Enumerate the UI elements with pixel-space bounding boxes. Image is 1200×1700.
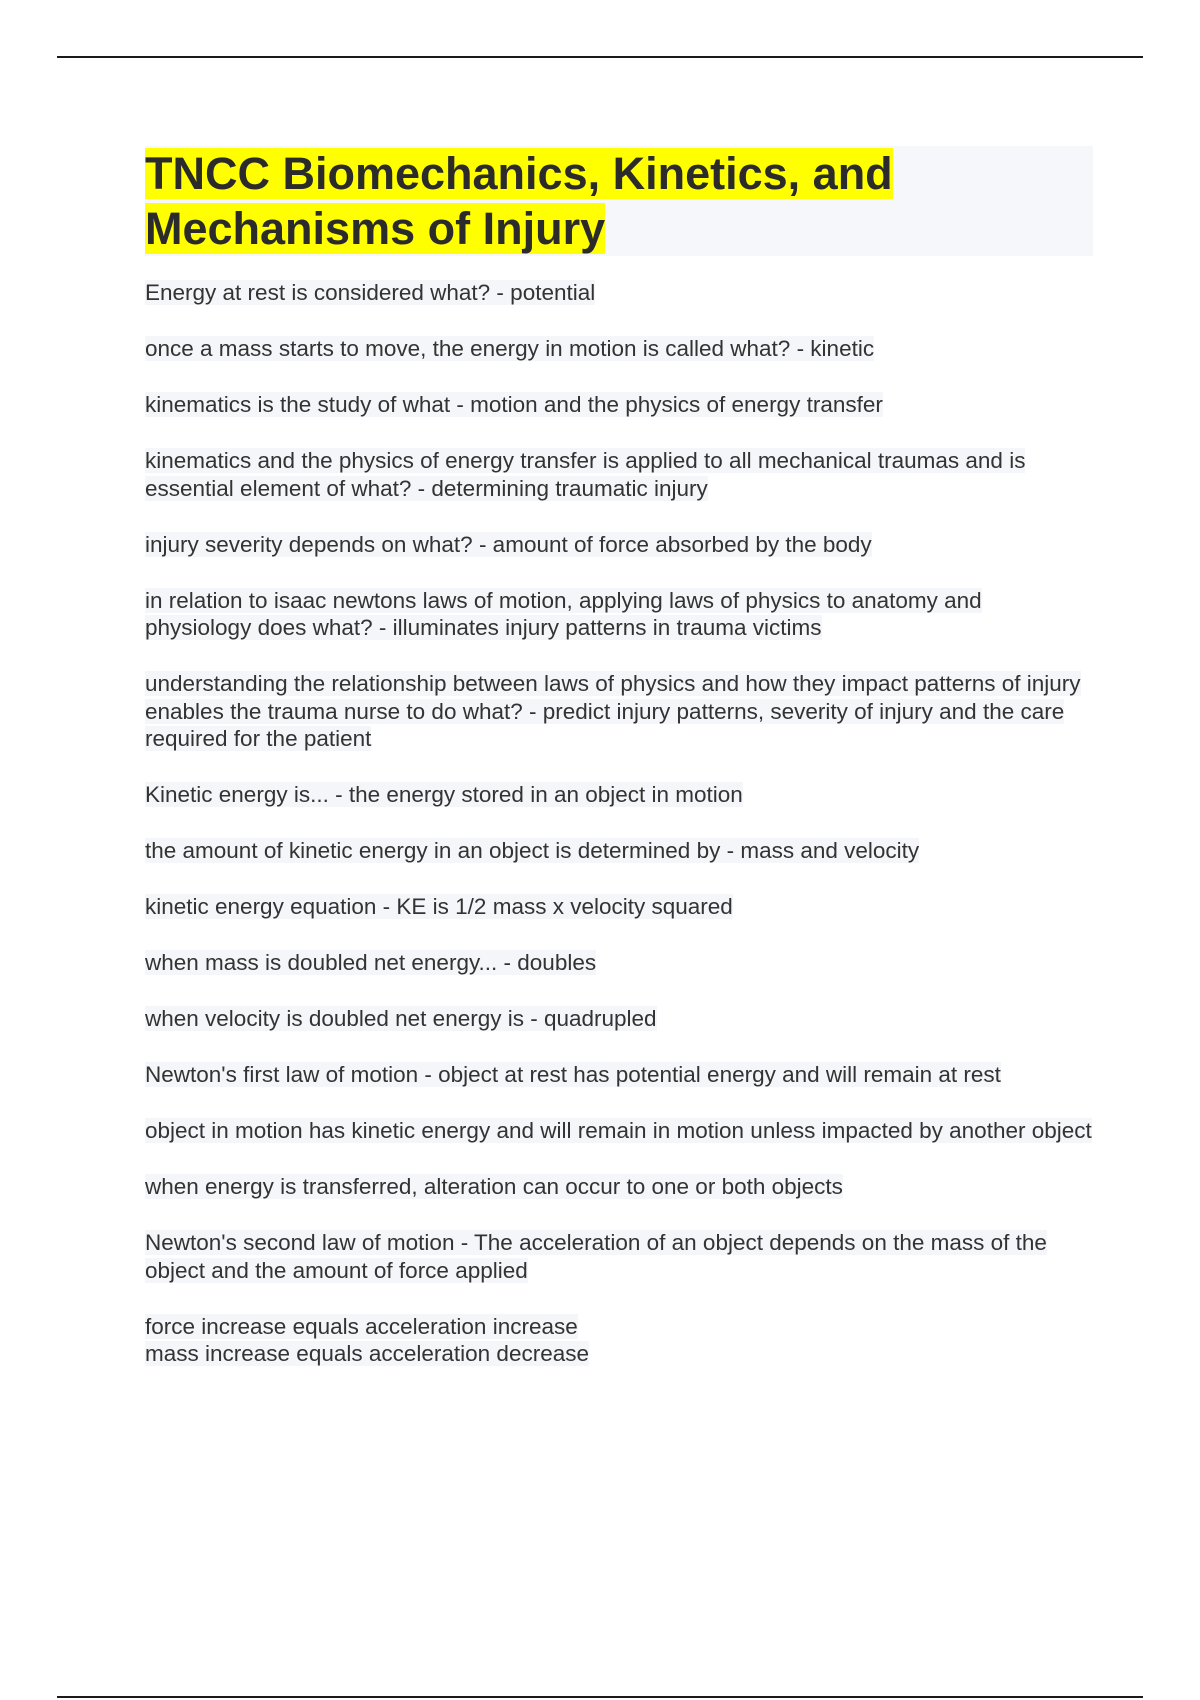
qa-item: injury severity depends on what? - amount of force absorbed by the body <box>145 531 872 557</box>
page-title <box>145 146 1093 256</box>
qa-list <box>145 279 1093 1368</box>
title-block <box>145 146 1093 256</box>
qa-item: object in motion has kinetic energy and will remain in motion unless impacted by another object <box>145 1118 1092 1143</box>
qa-item: when energy is transferred, alteration can occur to one or both objects <box>145 1174 843 1199</box>
title-line-2: Mechanisms of Injury <box>145 203 606 254</box>
qa-item: kinetic energy equation - KE is 1/2 mass x velocity squared <box>145 894 733 919</box>
qa-item: in relation to isaac newtons laws of motion, applying laws of physics to anatomy and physiology does what? - illuminates injury patterns in trauma victims <box>145 587 982 640</box>
top-rule <box>57 56 1143 58</box>
qa-item: once a mass starts to move, the energy in motion is called what? - kinetic <box>145 336 875 361</box>
qa-item: Kinetic energy is... - the energy stored in an object in motion <box>145 782 743 807</box>
qa-item: the amount of kinetic energy in an object is determined by - mass and velocity <box>145 838 920 863</box>
document-body <box>145 146 1093 1396</box>
qa-item: Energy at rest is considered what? - potential <box>145 280 596 305</box>
bottom-rule <box>57 1696 1143 1698</box>
qa-item: Newton's first law of motion - object at rest has potential energy and will remain at rest <box>145 1062 1001 1087</box>
qa-item: kinematics is the study of what - motion and the physics of energy transfer <box>145 392 883 417</box>
qa-item: Newton's second law of motion - The acceleration of an object depends on the mass of the object and the amount of force applied <box>145 1230 1047 1283</box>
qa-item: when velocity is doubled net energy is - quadrupled <box>145 1006 657 1031</box>
qa-item: kinematics and the physics of energy transfer is applied to all mechanical traumas and is essential element of what? - determining traumatic injury <box>145 448 1026 501</box>
qa-item: when mass is doubled net energy... - doubles <box>145 950 597 975</box>
qa-item: force increase equals acceleration increase mass increase equals acceleration decrease <box>145 1313 589 1366</box>
qa-item: understanding the relationship between laws of physics and how they impact patterns of injury enables the trauma nurse to do what? - predict injury patterns, severity of injury and the care required for the patient <box>145 671 1081 751</box>
title-line-1: TNCC Biomechanics, Kinetics, and <box>145 148 893 199</box>
